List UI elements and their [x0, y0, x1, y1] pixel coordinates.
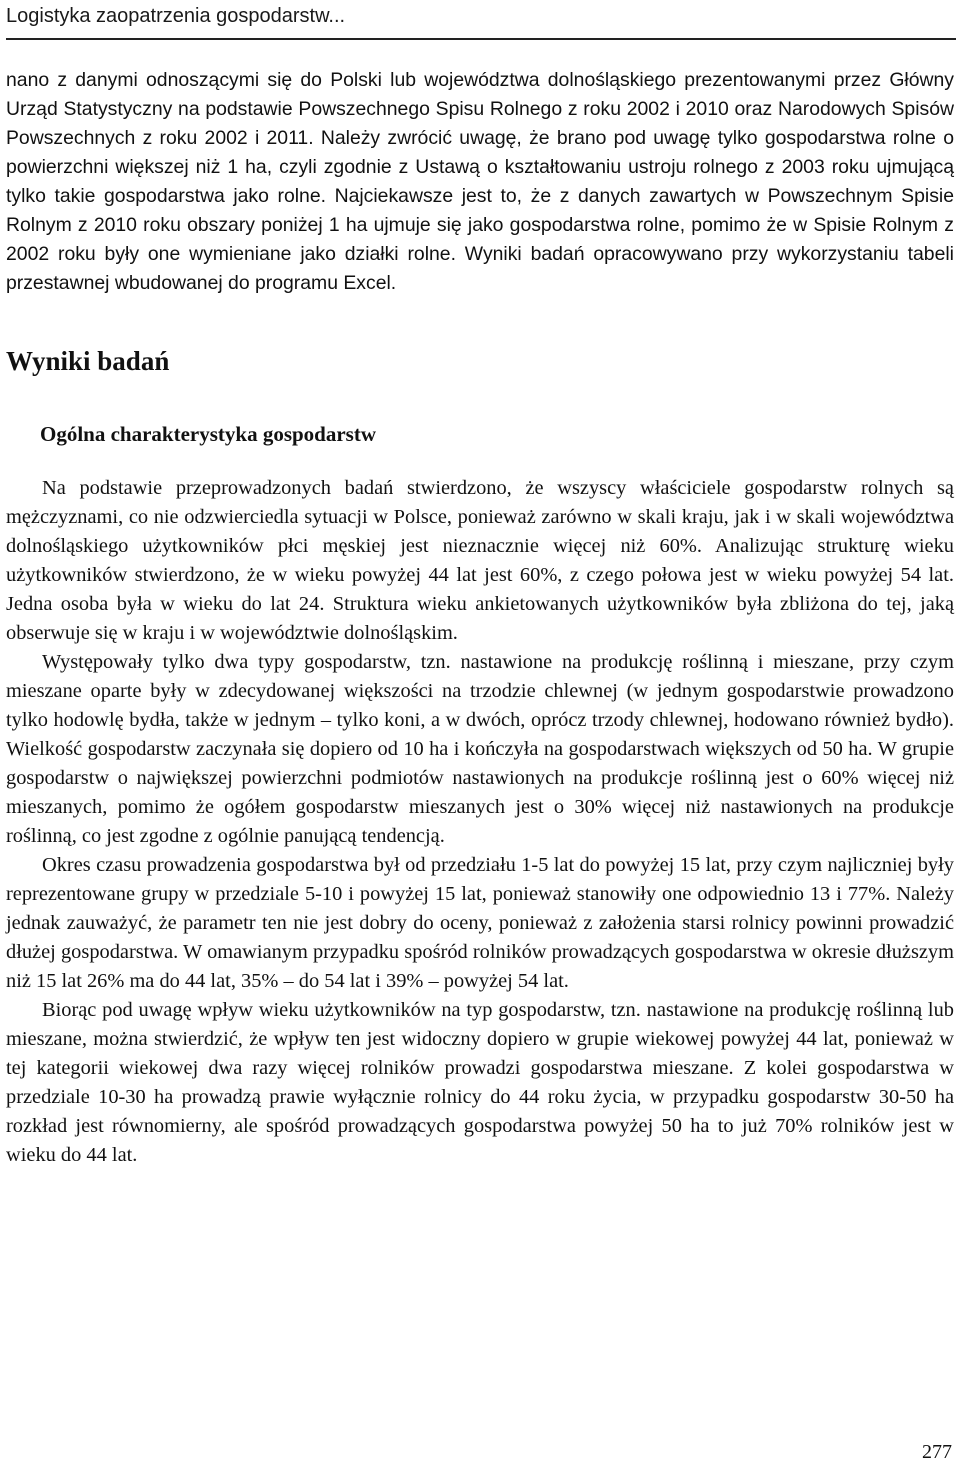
intro-paragraph: nano z danymi odnoszącymi się do Polski lub województwa dolnośląskiego prezentowanymi przez Główny Urząd Statystyczny na podstawie Powszechnego Spisu Rolnego z roku 2002 i 2010 oraz Narodowych Spisów Powszechnych z roku 2002 i 2011. Należy zwrócić uwagę, że brano pod uwagę tylko gospodarstwa rolne o powierzchni większej niż 1 ha, czyli zgodnie z Ustawą o kształtowaniu ustroju rolnego z 2003 roku ujmującą tylko takie gospodarstwa jako rolne. Najciekawsze jest to, że z danych zawartych w Powszechnym Spisie Rolnym z 2010 roku obszary poniżej 1 ha ujmuje się jako gospodarstwa rolne, pomimo że w Spisie Rolnym z 2002 roku były one wymieniane jako działki rolne. Wyniki badań opracowywano przy wykorzystaniu tabeli przestawnej wbudowanej do programu Excel. — [6, 69, 954, 294]
body-paragraph-4: Biorąc pod uwagę wpływ wieku użytkowników na typ gospodarstw, tzn. nastawione na produkcję roślinną lub mieszane, można stwierdzić, że wpływ ten jest widoczny dopiero w grupie wiekowej powyżej 44 lat, ponieważ w tej kategorii wiekowej dwa razy więcej rolników prowadzi gospodarstwa mieszane. Z kolei gospodarstwa w przedziale 10-30 ha prowadzą prawie wyłącznie rolnicy do 44 roku życia, w przypadku gospodarstw 30-50 ha rozkład jest równomierny, ale spośród prowadzących gospodarstwa powyżej 50 ha to już 70% rolników jest w wieku do 44 lat. — [6, 999, 954, 1166]
subsection-title: Ogólna charakterystyka gospodarstw — [40, 422, 377, 446]
page-content — [6, 66, 954, 1170]
body-paragraph-2: Występowały tylko dwa typy gospodarstw, tzn. nastawione na produkcję roślinną i mieszane, przy czym mieszane oparte były w zdecydowanej większości na trzodzie chlewnej (w jednym gospodarstwie prowadzono tylko hodowlę bydła, także w jednym – tylko koni, a w dwóch, oprócz trzody chlewnej, hodowano również bydło). Wielkość gospodarstw zaczynała się dopiero od 10 ha i kończyła na gospodarstwach większych od 50 ha. W grupie gospodarstw o największej powierzchni podmiotów nastawionych na produkcje roślinną jest o 60% więcej niż mieszanych, pomimo że ogółem gospodarstw mieszanych jest o 30% więcej niż nastawionych na produkcje roślinną, co jest zgodne z ogólnie panującą tendencją. — [6, 651, 954, 847]
body-paragraph-1: Na podstawie przeprowadzonych badań stwierdzono, że wszyscy właściciele gospodarstw rolnych są mężczyznami, co nie odzwierciedla sytuacji w Polsce, ponieważ zarówno w skali kraju, jak i w skali województwa dolnośląskiego użytkowników płci męskiej jest nieznacznie więcej niż 60%. Analizując strukturę wieku użytkowników stwierdzono, że w wieku powyżej 44 lat jest 60%, z czego połowa jest w wieku powyżej 54 lat. Jedna osoba była w wieku do lat 24. Struktura wieku ankietowanych użytkowników była zbliżona do tej, jaką obserwuje się w kraju i w województwie dolnośląskim. — [6, 477, 954, 644]
header-divider — [6, 38, 956, 40]
section-title: Wyniki badań — [6, 346, 170, 376]
body-paragraph-3: Okres czasu prowadzenia gospodarstwa był od przedziału 1-5 lat do powyżej 15 lat, przy czym najliczniej były reprezentowane grupy w przedziale 5-10 i powyżej 15 lat, ponieważ stanowiły one odpowiednio 13 i 77%. Należy jednak zauważyć, że parametr ten nie jest dobry do oceny, ponieważ z założenia starsi rolnicy powinni prowadzić dłużej gospodarstwa. W omawianym przypadku spośród rolników prowadzących gospodarstwa w okresie dłuższym niż 15 lat 26% ma do 44 lat, 35% – do 54 lat i 39% – powyżej 54 lat. — [6, 854, 954, 992]
running-header: Logistyka zaopatrzenia gospodarstw... — [6, 5, 346, 27]
page-number: 277 — [922, 1441, 952, 1463]
